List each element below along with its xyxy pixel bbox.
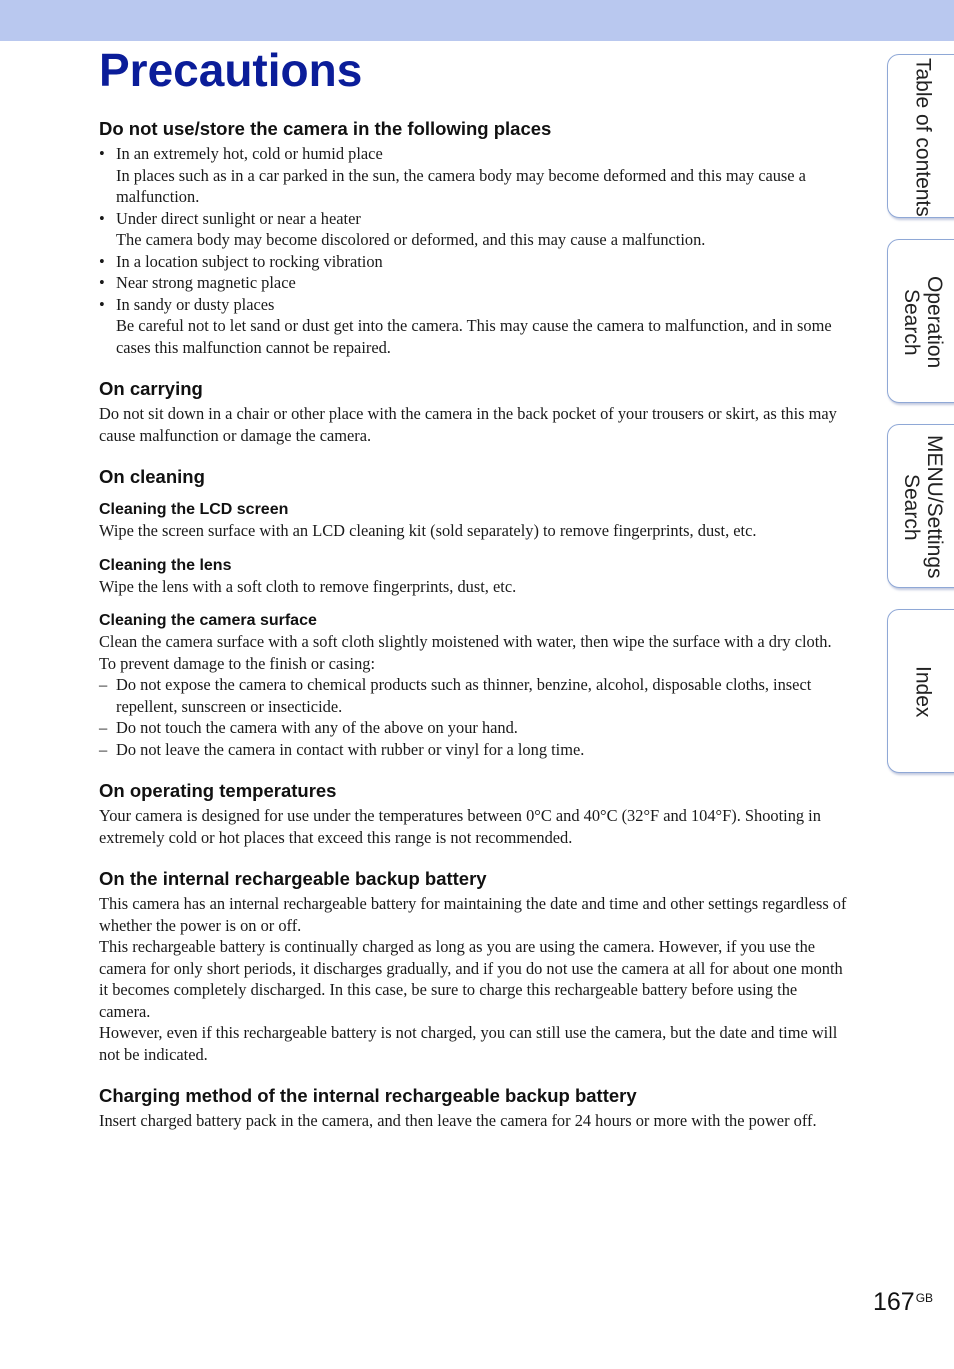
list-item [99,739,851,761]
tab-operation-search[interactable] [887,239,954,403]
tab-label: Index [911,666,935,718]
list-item [99,251,851,273]
tab-label: Operation Search [900,275,946,369]
section-heading: On the internal rechargeable backup battery [99,868,487,889]
section-paragraph: However, even if this rechargeable battery is not charged, you can still use the camera, but the date and time will not be indicated. [99,1023,838,1064]
list-item [99,294,851,359]
tab-table-of-contents[interactable] [887,54,954,218]
section-places [99,118,851,358]
subsection-heading: Cleaning the LCD screen [99,501,289,518]
list-item-text: Near strong magnetic place [116,273,296,292]
section-body: Your camera is designed for use under the temperatures between 0°C and 40°C (32°F and 104°F). Shooting in extremely cold or hot places that exceed this range is not recommended. [99,806,821,847]
list-item-detail: In places such as in a car parked in the sun, the camera body may become deformed and this may cause a malfunction. [116,165,806,206]
bullet-icon: • [99,144,105,163]
surface-caution-list [99,674,851,760]
subsection-lcd [99,500,851,542]
bullet-icon: • [99,208,105,228]
list-item [99,143,851,208]
list-item [99,717,851,739]
subsection-body: Clean the camera surface with a soft cloth slightly moistened with water, then wipe the surface with a dry cloth. To prevent damage to the finish or casing: [99,632,832,673]
tab-menu-settings-search[interactable] [887,424,954,588]
subsection-body: Wipe the screen surface with an LCD cleaning kit (sold separately) to remove fingerprints, dust, etc. [99,521,757,540]
list-item [99,674,851,717]
page-content [99,118,851,1152]
list-item-text: In a location subject to rocking vibration [116,251,383,271]
bullet-icon: • [99,273,105,292]
tab-label: Table of contents [911,57,935,217]
section-heading: On carrying [99,378,203,399]
section-temperatures [99,780,851,848]
section-heading: On operating temperatures [99,780,337,801]
bullet-icon: • [99,294,105,314]
section-battery [99,868,851,1065]
section-paragraph: This rechargeable battery is continually charged as long as you are using the camera. However, if you use the camera for only short periods, it discharges gradually, and if you do not use the camera at all for about one month it becomes completely discharged. In this case, be sure to charge this rechargeable battery before using the camera. [99,937,843,1021]
section-heading: On cleaning [99,466,205,487]
page-title: Precautions [99,44,363,96]
section-carrying [99,378,851,446]
list-item [99,208,851,251]
dash-icon: – [99,739,108,759]
page-number-value: 167 [873,1288,915,1316]
list-item-text: Under direct sunlight or near a heater [116,208,361,228]
list-item-text: Do not touch the camera with any of the above on your hand. [116,718,518,737]
page-number-suffix: GB [915,1291,934,1305]
section-paragraph: This camera has an internal rechargeable battery for maintaining the date and time and other settings regardless of whether the power is on or off. [99,894,847,935]
section-body: Insert charged battery pack in the camera, and then leave the camera for 24 hours or more with the power off. [99,1111,817,1130]
section-cleaning [99,466,851,760]
subsection-lens [99,556,851,598]
tab-index[interactable] [887,609,954,773]
subsection-heading: Cleaning the camera surface [99,612,317,629]
subsection-heading: Cleaning the lens [99,556,232,574]
places-list [99,143,851,358]
list-item-detail: Be careful not to let sand or dust get into the camera. This may cause the camera to malfunction, and in some cases this malfunction cannot be repaired. [116,316,832,357]
list-item-text: In an extremely hot, cold or humid place [116,144,383,163]
list-item-text: Do not leave the camera in contact with rubber or vinyl for a long time. [116,739,585,759]
page-number [873,1288,933,1317]
subsection-surface [99,611,851,760]
tab-label: MENU/Settings Search [900,435,946,579]
section-charging [99,1085,851,1132]
section-heading: Do not use/store the camera in the following places [99,118,552,139]
bullet-icon: • [99,251,105,271]
list-item-text: In sandy or dusty places [116,294,275,314]
section-heading: Charging method of the internal rechargeable backup battery [99,1085,637,1106]
dash-icon: – [99,718,108,737]
section-body: Do not sit down in a chair or other place with the camera in the back pocket of your trousers or skirt, as this may cause malfunction or damage the camera. [99,404,837,445]
list-item-text: Do not expose the camera to chemical products such as thinner, benzine, alcohol, disposable cloths, insect repellent, sunscreen or insecticide. [116,675,812,716]
dash-icon: – [99,675,108,694]
subsection-body: Wipe the lens with a soft cloth to remove fingerprints, dust, etc. [99,576,517,596]
list-item [99,272,851,294]
list-item-detail: The camera body may become discolored or deformed, and this may cause a malfunction. [116,230,706,249]
header-band [0,0,954,41]
